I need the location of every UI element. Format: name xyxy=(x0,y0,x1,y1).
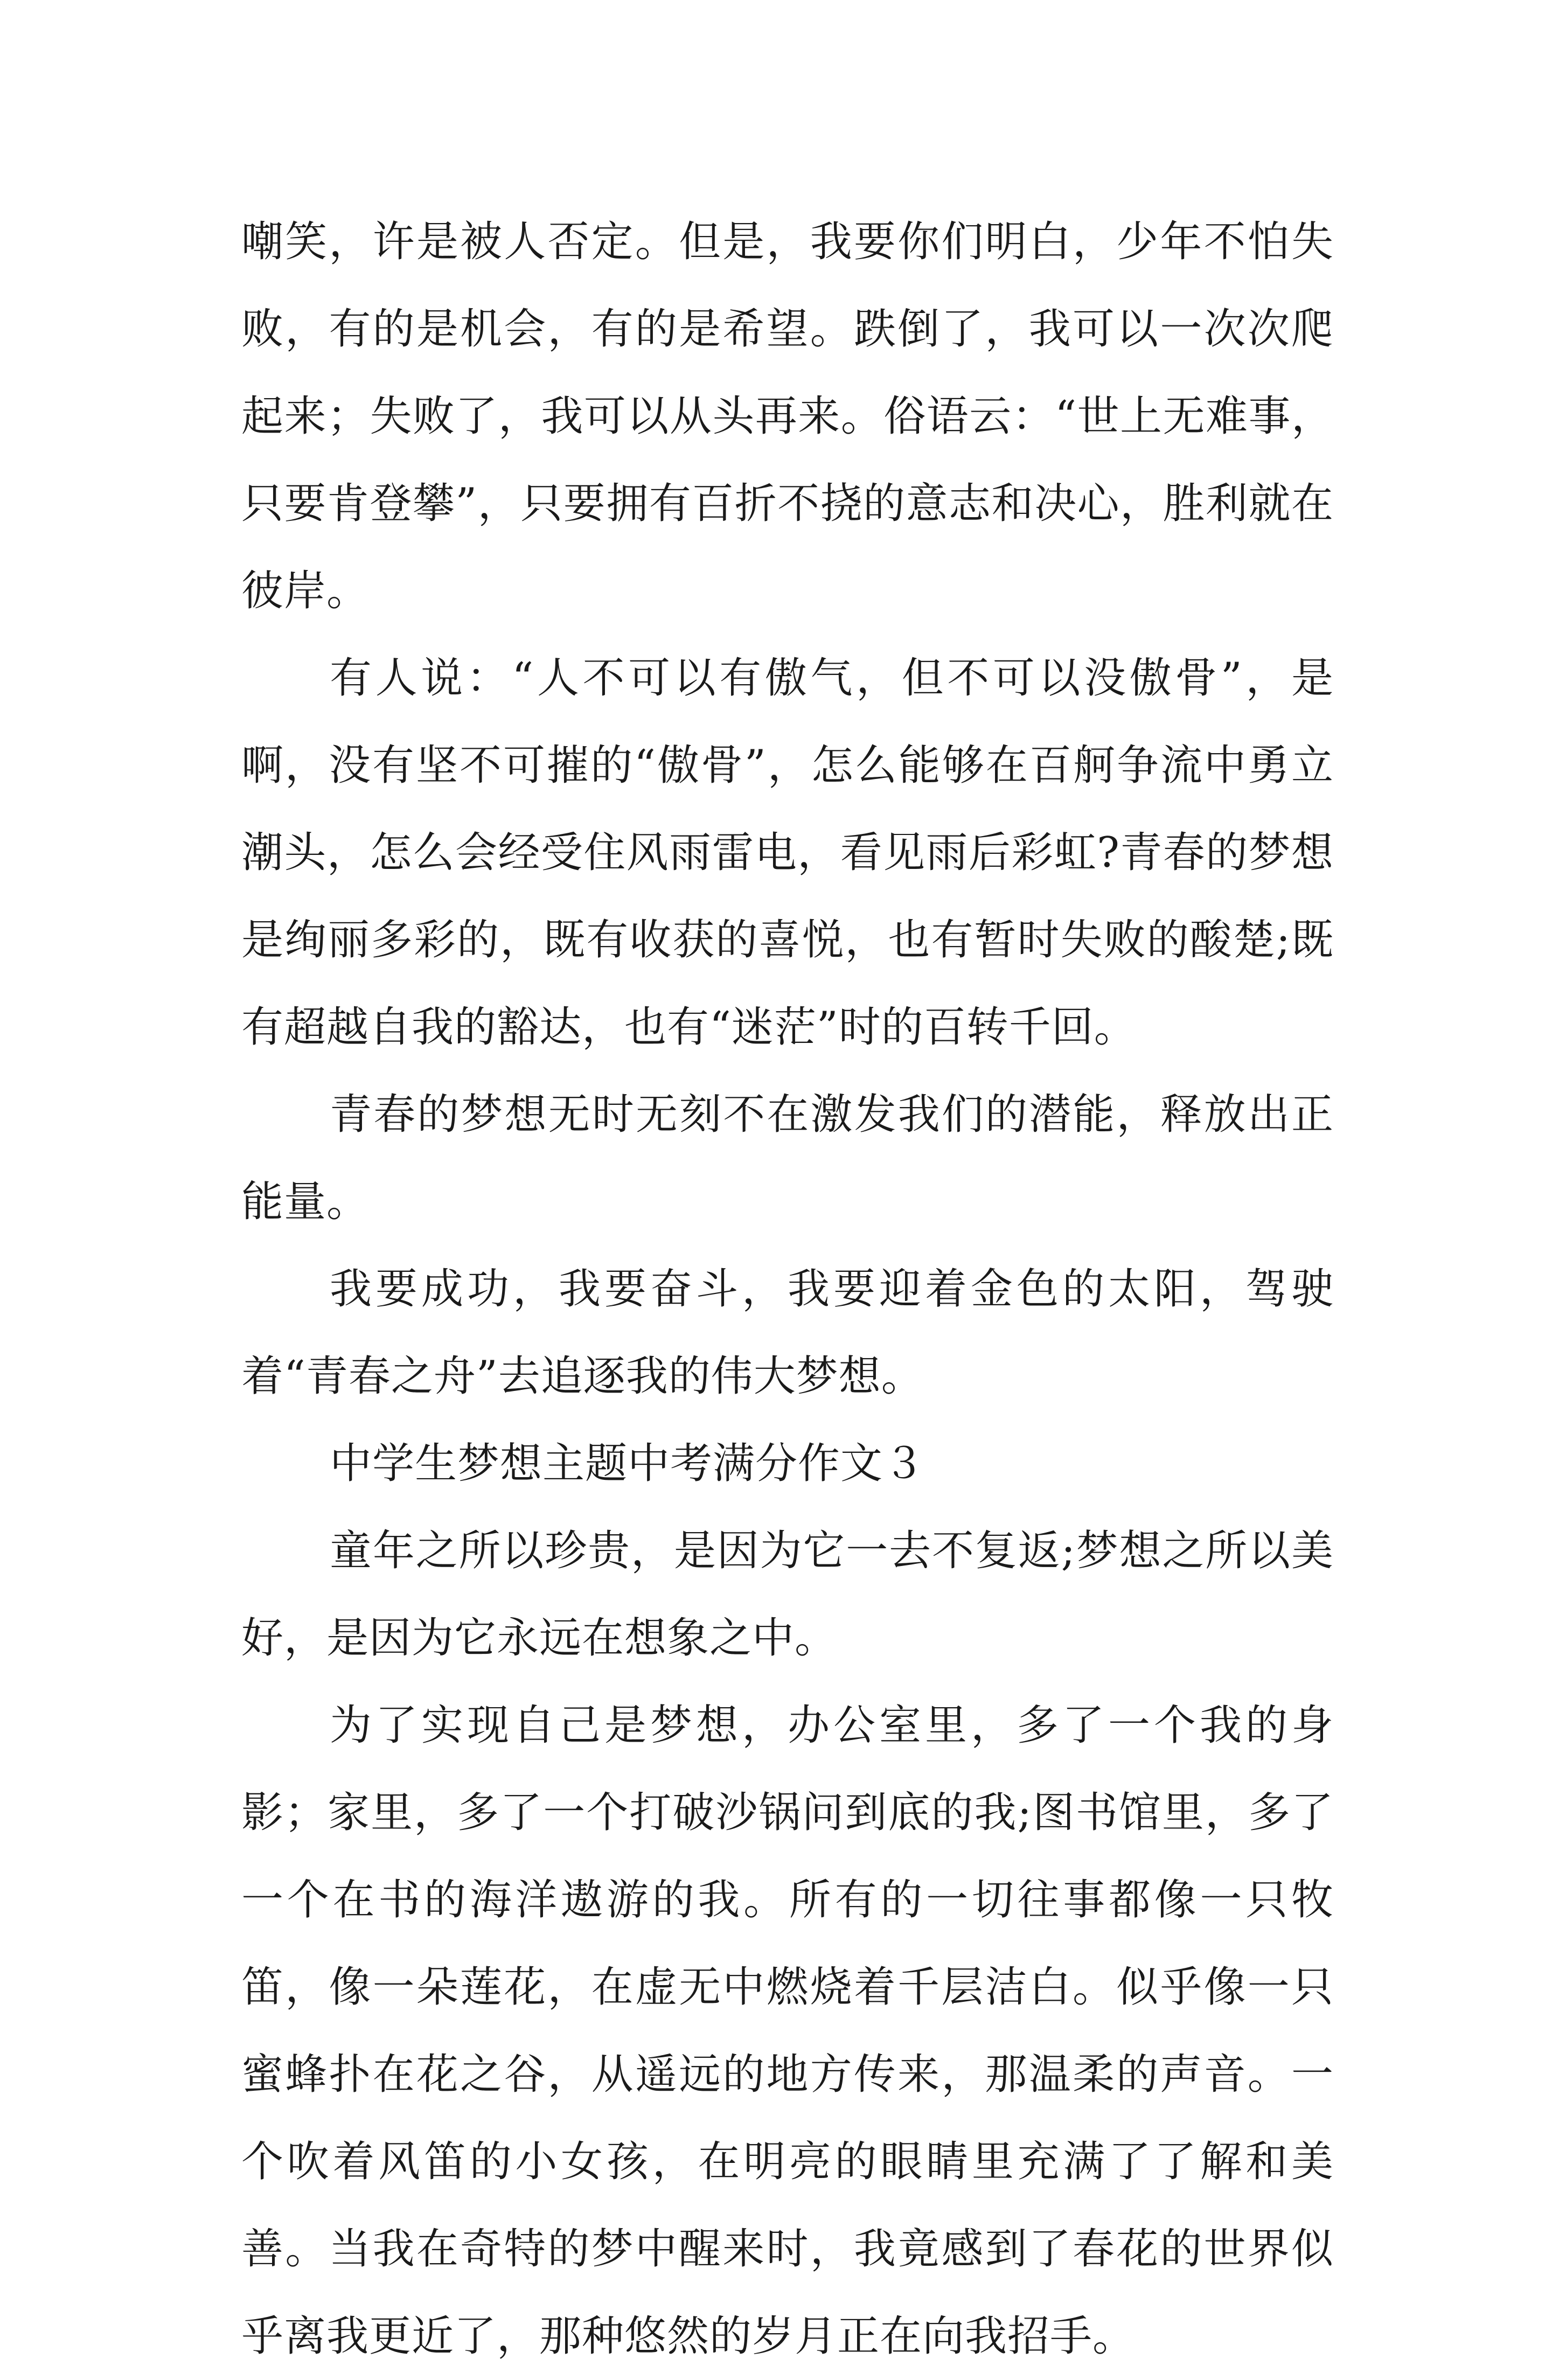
paragraph: 我要成功，我要奋斗，我要迎着金色的太阳，驾驶着“青春之舟”去追逐我的伟大梦想。 xyxy=(241,1265,1334,1401)
paragraph: 童年之所以珍贵，是因为它一去不复返;梦想之所以美好，是因为它永远在想象之中。 xyxy=(241,1527,1334,1662)
paragraph: 嘲笑，许是被人否定。但是，我要你们明白，少年不怕失败，有的是机会，有的是希望。跌倒了，我可以一次次爬起来；失败了，我可以从头再来。俗语云：“世上无难事，只要肯登攀”，只要拥有百折不挠的意志和决心，胜利就在彼岸。 xyxy=(241,218,1334,615)
paragraph: 青春的梦想无时无刻不在激发我们的潜能，释放出正能量。 xyxy=(241,1090,1334,1226)
paragraph: 为了实现自己是梦想，办公室里，多了一个我的身影；家里，多了一个打破沙锅问到底的我;图书馆里，多了一个在书的海洋遨游的我。所有的一切往事都像一只牧笛，像一朵莲花，在虚无中燃烧着千层洁白。似乎像一只蜜蜂扑在花之谷，从遥远的地方传来，那温柔的声音。一个吹着风笛的小女孩，在明亮的眼睛里充满了了解和美善。当我在奇特的梦中醒来时，我竟感到了春花的世界似乎离我更近了，那种悠然的岁月正在向我招手。 xyxy=(241,1701,1334,2361)
paragraph: 有人说：“人不可以有傲气，但不可以没傲骨”，是啊，没有坚不可摧的“傲骨”，怎么能够在百舸争流中勇立潮头，怎么会经受住风雨雷电，看见雨后彩虹?青春的梦想是绚丽多彩的，既有收获的喜悦，也有暂时失败的酸楚;既有超越自我的豁达，也有“迷茫”时的百转千回。 xyxy=(241,654,1334,1052)
section-heading: 中学生梦想主题中考满分作文３ xyxy=(330,1439,926,1488)
document-body xyxy=(241,198,1334,2380)
